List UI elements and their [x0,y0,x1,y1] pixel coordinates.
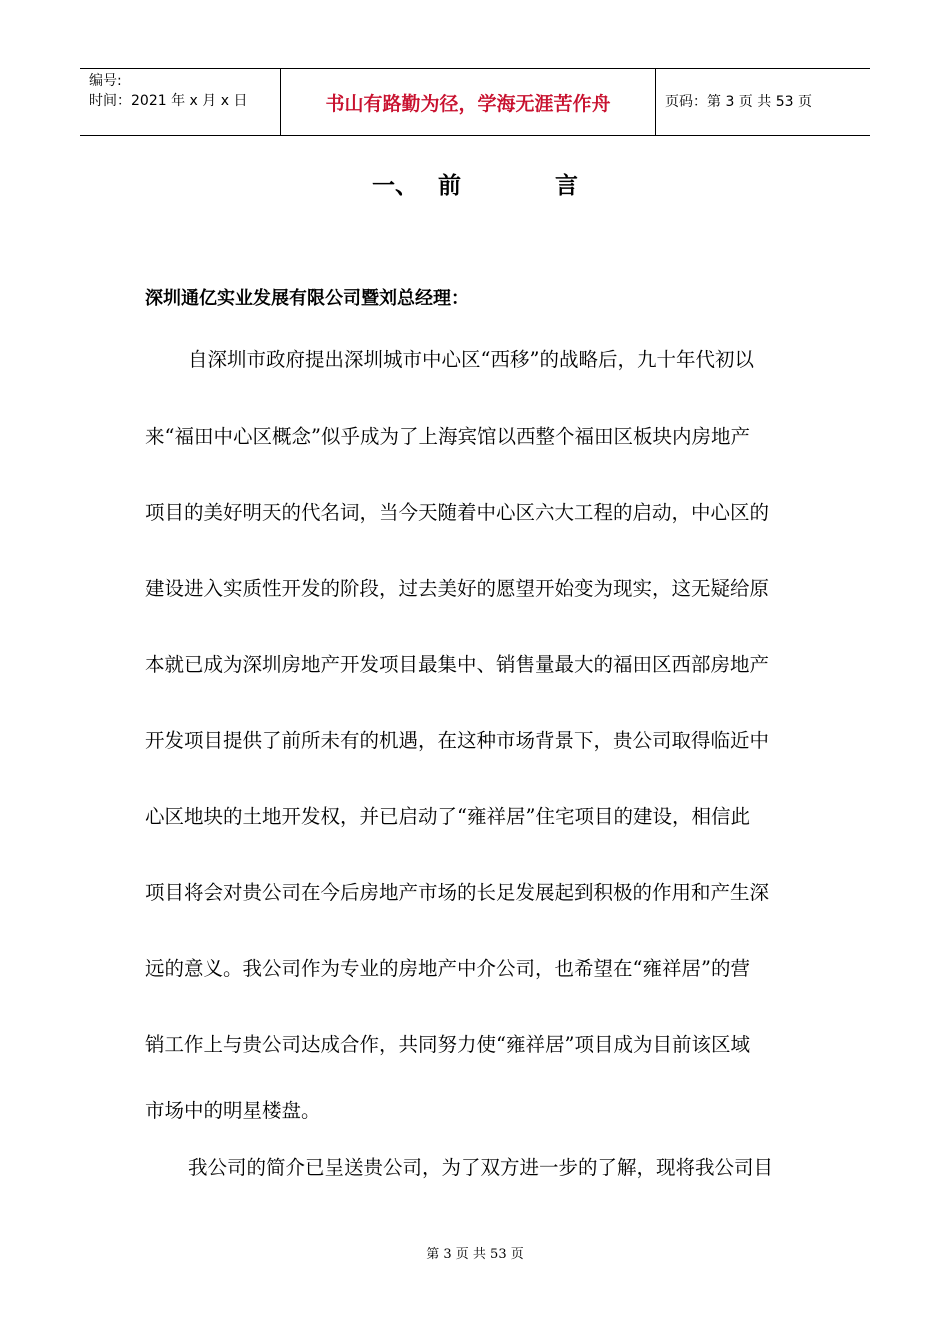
salutation: 深圳通亿实业发展有限公司暨刘总经理： [145,288,469,309]
body-line: 建设进入实质性开发的阶段，过去美好的愿望开始变为现实，这无疑给原 [145,577,770,600]
body-line: 市场中的明星楼盘。 [145,1099,321,1122]
section-title [372,171,578,201]
title-char-2: 言 [555,173,578,199]
body-line: 远的意义。我公司作为专业的房地产中介公司，也希望在“雍祥居”的营 [145,957,750,980]
body-line: 项目的美好明天的代名词，当今天随着中心区六大工程的启动，中心区的 [145,501,770,524]
page-info: 页码：第 3 页 共 53 页 [665,94,812,110]
header-motto-cell [280,69,656,135]
body-line: 心区地块的土地开发权，并已启动了“雍祥居”住宅项目的建设，相信此 [145,805,750,828]
date-text: 时间：2021 年 x 月 x 日 [89,93,248,109]
title-char-1: 前 [438,173,461,199]
section-number: 一、 [372,173,418,199]
body-line: 开发项目提供了前所未有的机遇，在这种市场背景下，贵公司取得临近中 [145,729,770,752]
code-label: 编号: [89,73,122,89]
header-meta-cell [80,69,280,135]
body-line: 自深圳市政府提出深圳城市中心区“西移”的战略后，九十年代初以 [188,348,754,371]
body-line: 来“福田中心区概念”似乎成为了上海宾馆以西整个福田区板块内房地产 [145,425,750,448]
body-line: 项目将会对贵公司在今后房地产市场的长足发展起到积极的作用和产生深 [145,881,770,904]
body-line: 本就已成为深圳房地产开发项目最集中、销售量最大的福田区西部房地产 [145,653,770,676]
document-header [80,68,870,136]
body-line: 销工作上与贵公司达成合作，共同努力使“雍祥居”项目成为目前该区域 [145,1033,750,1056]
page-footer: 第 3 页 共 53 页 [426,1247,524,1262]
motto-text: 书山有路勤为径，学海无涯苦作舟 [325,93,611,115]
header-page-cell [656,69,870,135]
body-line: 我公司的简介已呈送贵公司，为了双方进一步的了解，现将我公司目 [188,1156,774,1179]
